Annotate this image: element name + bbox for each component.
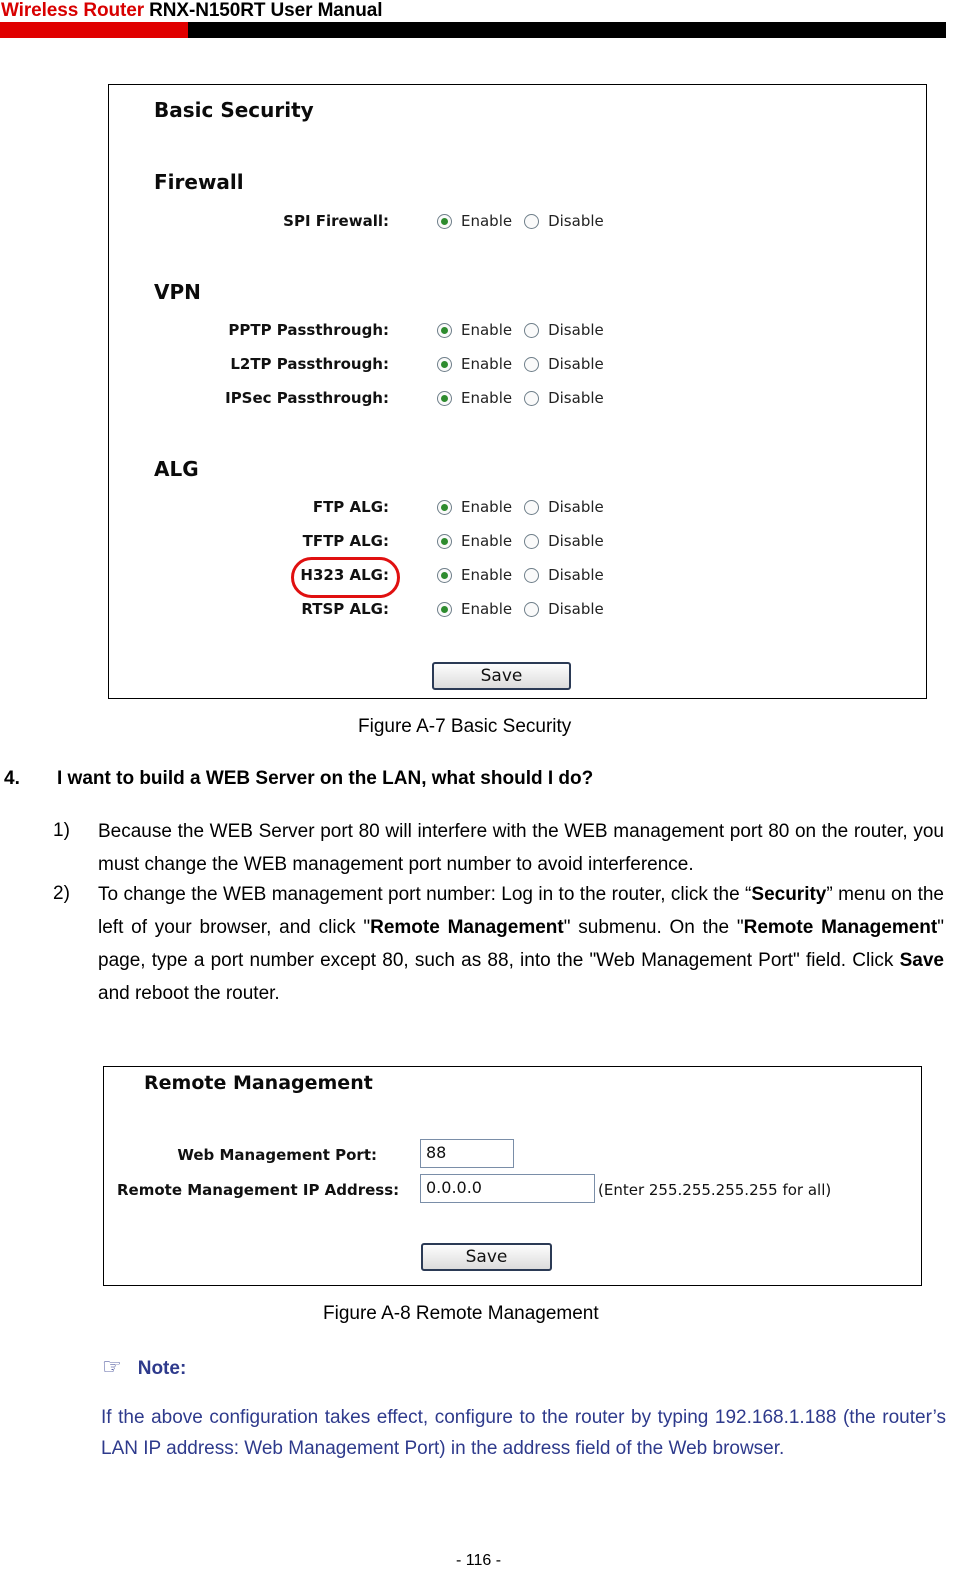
figure-a8-caption: Figure A-8 Remote Management bbox=[323, 1303, 599, 1324]
l2tp-options bbox=[437, 355, 616, 373]
faq-question bbox=[4, 768, 593, 790]
ftp-enable-radio[interactable] bbox=[437, 500, 452, 515]
remote-management-screenshot bbox=[103, 1066, 922, 1286]
question-text: I want to build a WEB Server on the LAN, what should I do? bbox=[57, 768, 594, 789]
enable-label: Enable bbox=[461, 532, 513, 550]
enable-label: Enable bbox=[461, 498, 513, 516]
ftp-disable-radio[interactable] bbox=[524, 500, 539, 515]
step-2-text-2: ” menu on the left of your browser, and click " bbox=[98, 884, 944, 938]
web-port-input[interactable]: 88 bbox=[420, 1139, 514, 1168]
figure-a7-caption: Figure A-7 Basic Security bbox=[358, 716, 572, 737]
disable-label: Disable bbox=[548, 566, 604, 584]
step-2-text-5: and reboot the router. bbox=[98, 983, 280, 1004]
h323-disable-radio[interactable] bbox=[524, 568, 539, 583]
enable-label: Enable bbox=[461, 600, 513, 618]
note-label: Note: bbox=[137, 1358, 187, 1379]
rtsp-alg-options bbox=[437, 600, 616, 618]
disable-label: Disable bbox=[548, 355, 604, 373]
step-2-text-4: " page, type a port number except 80, such as 88, into the "Web Management Port" field. Click bbox=[98, 917, 944, 971]
remote-management-ref: Remote Management bbox=[370, 917, 564, 938]
enable-label: Enable bbox=[461, 389, 513, 407]
question-number: 4. bbox=[4, 768, 20, 789]
ip-address-hint: (Enter 255.255.255.255 for all) bbox=[598, 1181, 832, 1199]
tftp-disable-radio[interactable] bbox=[524, 534, 539, 549]
alg-heading: ALG bbox=[154, 457, 199, 481]
remote-management-page-ref: Remote Management bbox=[743, 917, 938, 938]
manual-title-model: RNX-N150RT User Manual bbox=[144, 0, 383, 21]
save-ref: Save bbox=[899, 950, 944, 971]
ftp-alg-label: FTP ALG: bbox=[312, 498, 389, 516]
security-menu-ref: Security bbox=[751, 884, 827, 905]
spi-enable-radio[interactable] bbox=[437, 214, 452, 229]
step-1-text: Because the WEB Server port 80 will interfere with the WEB management port 80 on the router, you must change the WEB management port number to avoid interference. bbox=[98, 821, 944, 875]
step-2-text bbox=[98, 878, 944, 1010]
ip-address-label: Remote Management IP Address: bbox=[117, 1181, 400, 1199]
step-2-text-3: " submenu. On the " bbox=[563, 917, 744, 938]
pointing-hand-icon: ☞ bbox=[102, 1355, 122, 1380]
page-header bbox=[0, 0, 957, 40]
pptp-label: PPTP Passthrough: bbox=[228, 321, 389, 339]
rtsp-alg-label: RTSP ALG: bbox=[301, 600, 389, 618]
ipsec-enable-radio[interactable] bbox=[437, 391, 452, 406]
pptp-enable-radio[interactable] bbox=[437, 323, 452, 338]
save-button[interactable]: Save bbox=[421, 1243, 552, 1271]
spi-firewall-options bbox=[437, 212, 616, 230]
ipsec-options bbox=[437, 389, 616, 407]
vpn-heading: VPN bbox=[154, 280, 201, 304]
note-text: If the above configuration takes effect, configure to the router by typing 192.168.1.188 (the router’s LAN IP address: Web Management Port) in the address field of the Web browser. bbox=[101, 1407, 946, 1459]
disable-label: Disable bbox=[548, 498, 604, 516]
h323-enable-radio[interactable] bbox=[437, 568, 452, 583]
manual-title bbox=[1, 0, 382, 22]
disable-label: Disable bbox=[548, 389, 604, 407]
tftp-alg-options bbox=[437, 532, 616, 550]
step-2-number: 2) bbox=[53, 883, 70, 904]
header-bar-red bbox=[0, 22, 188, 38]
l2tp-label: L2TP Passthrough: bbox=[230, 355, 389, 373]
firewall-heading: Firewall bbox=[154, 170, 244, 194]
step-1-number: 1) bbox=[53, 820, 70, 841]
basic-security-screenshot bbox=[108, 84, 927, 699]
disable-label: Disable bbox=[548, 532, 604, 550]
tftp-alg-label: TFTP ALG: bbox=[302, 532, 389, 550]
rtsp-enable-radio[interactable] bbox=[437, 602, 452, 617]
step-2-text-1: To change the WEB management port number: Log in to the router, click the “ bbox=[98, 884, 752, 905]
page-number: - 116 - bbox=[455, 1552, 502, 1569]
enable-label: Enable bbox=[461, 355, 513, 373]
note-heading bbox=[102, 1355, 186, 1380]
save-button[interactable]: Save bbox=[432, 662, 571, 690]
l2tp-enable-radio[interactable] bbox=[437, 357, 452, 372]
enable-label: Enable bbox=[461, 321, 513, 339]
spi-disable-radio[interactable] bbox=[524, 214, 539, 229]
web-port-label: Web Management Port: bbox=[177, 1146, 377, 1164]
tftp-enable-radio[interactable] bbox=[437, 534, 452, 549]
manual-title-brand: Wireless Router bbox=[1, 0, 144, 21]
disable-label: Disable bbox=[548, 600, 604, 618]
h323-alg-options bbox=[437, 566, 616, 584]
pptp-disable-radio[interactable] bbox=[524, 323, 539, 338]
ipsec-label: IPSec Passthrough: bbox=[225, 389, 389, 407]
enable-label: Enable bbox=[461, 212, 513, 230]
remote-management-heading: Remote Management bbox=[144, 1072, 373, 1094]
disable-label: Disable bbox=[548, 321, 604, 339]
enable-label: Enable bbox=[461, 566, 513, 584]
ipsec-disable-radio[interactable] bbox=[524, 391, 539, 406]
spi-firewall-label: SPI Firewall: bbox=[283, 212, 389, 230]
h323-alg-label: H323 ALG: bbox=[300, 566, 389, 584]
l2tp-disable-radio[interactable] bbox=[524, 357, 539, 372]
ip-address-input[interactable]: 0.0.0.0 bbox=[420, 1174, 595, 1203]
rtsp-disable-radio[interactable] bbox=[524, 602, 539, 617]
ftp-alg-options bbox=[437, 498, 616, 516]
disable-label: Disable bbox=[548, 212, 604, 230]
basic-security-heading: Basic Security bbox=[154, 98, 314, 122]
pptp-options bbox=[437, 321, 616, 339]
header-bar-black bbox=[188, 22, 946, 38]
